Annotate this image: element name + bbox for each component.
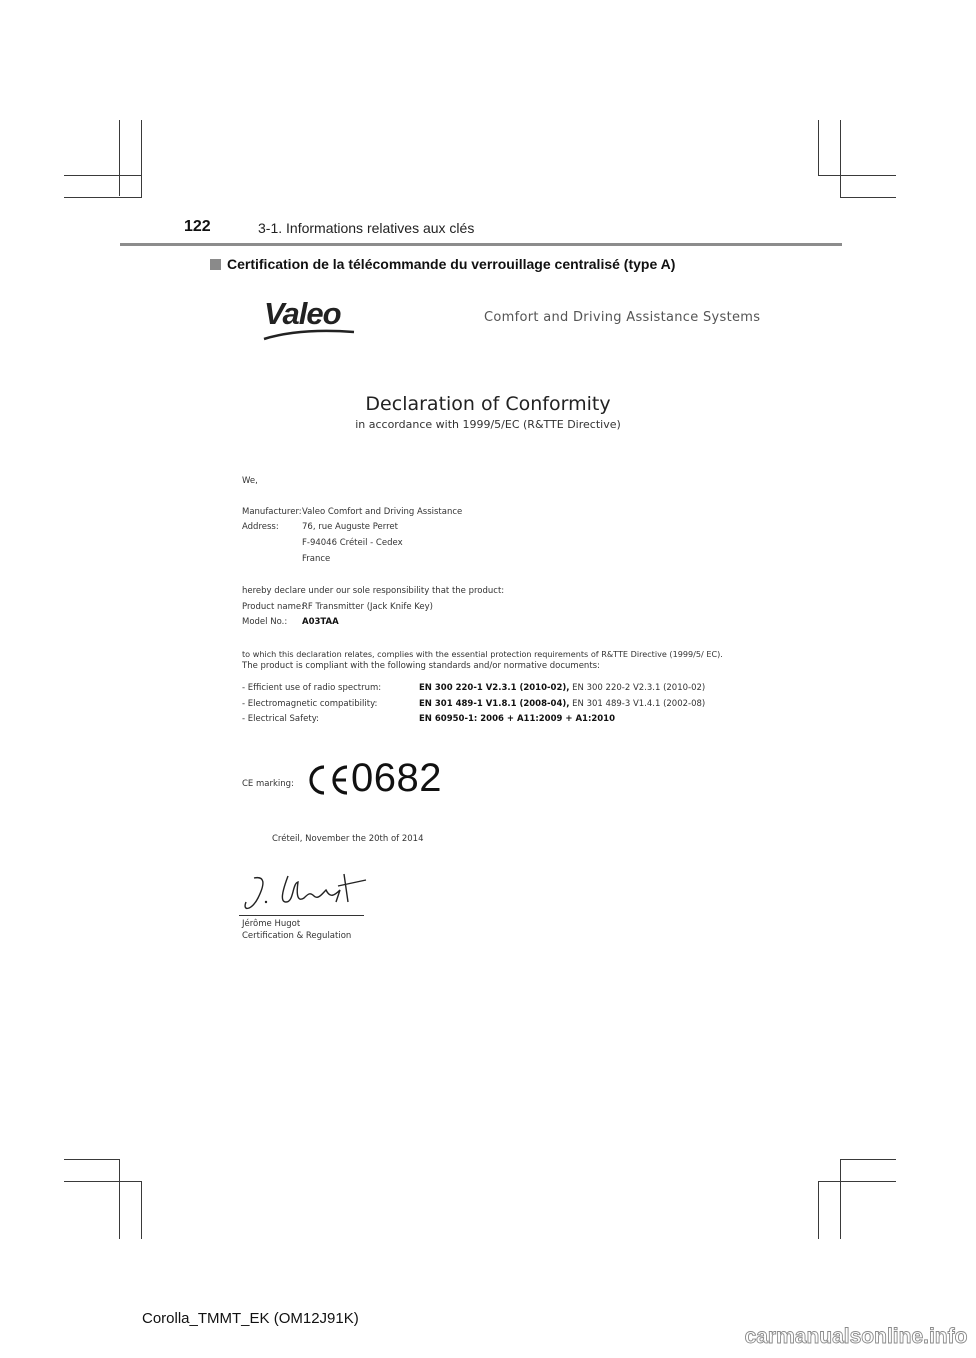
doc-title: Declaration of Conformity — [365, 393, 611, 415]
crop-mark — [64, 175, 142, 176]
crop-mark — [840, 197, 896, 198]
signature-line — [239, 915, 364, 916]
ce-label: CE marking: — [242, 779, 294, 789]
crop-mark — [818, 1181, 896, 1182]
product-label: Product name: — [242, 602, 304, 612]
crop-mark — [141, 120, 142, 198]
manufacturer-label: Manufacturer: — [242, 507, 302, 517]
address-label: Address: — [242, 522, 279, 532]
address-line: France — [302, 554, 331, 564]
place-date: Créteil, November the 20th of 2014 — [272, 834, 424, 844]
doc-subtitle: in accordance with 1999/5/EC (R&TTE Directive) — [355, 418, 621, 431]
signer-title: Certification & Regulation — [242, 931, 352, 941]
ce-mark-icon — [303, 757, 351, 803]
valeo-logo — [260, 294, 370, 344]
we-text: We, — [242, 476, 258, 486]
section-title: 3-1. Informations relatives aux clés — [258, 220, 475, 236]
crop-mark — [840, 120, 841, 198]
standard-label: - Efficient use of radio spectrum: — [242, 683, 382, 693]
square-bullet-icon — [210, 259, 221, 270]
crop-mark — [818, 1181, 819, 1239]
crop-mark — [141, 1181, 142, 1239]
model-value: A03TAA — [302, 617, 339, 627]
model-label: Model No.: — [242, 617, 288, 627]
cert-heading — [210, 256, 675, 272]
crop-mark — [64, 1181, 141, 1182]
product-value: RF Transmitter (Jack Knife Key) — [302, 602, 433, 612]
standard-value: EN 301 489-1 V1.8.1 (2008-04), EN 301 489-3 V1.4.1 (2002-08) — [419, 699, 706, 709]
crop-mark — [840, 1159, 896, 1160]
header-rule — [120, 243, 842, 246]
manufacturer-value: Valeo Comfort and Driving Assistance — [302, 507, 463, 517]
cert-heading-text: Certification de la télécommande du verrouillage centralisé (type A) — [227, 256, 676, 272]
company-tagline: Comfort and Driving Assistance Systems — [484, 310, 761, 325]
standard-label: - Electromagnetic compatibility: — [242, 699, 378, 709]
page-number: 122 — [184, 218, 211, 235]
standard-value: EN 300 220-1 V2.3.1 (2010-02), EN 300 220-2 V2.3.1 (2010-02) — [419, 683, 706, 693]
crop-mark — [119, 1159, 120, 1239]
standard-label: - Electrical Safety: — [242, 714, 319, 724]
ce-number: 0682 — [351, 756, 442, 800]
standard-value: EN 60950-1: 2006 + A11:2009 + A1:2010 — [419, 714, 616, 724]
relates-text: to which this declaration relates, complies with the essential protection requirements of R&TTE Directive (1999/5/ EC). — [242, 649, 723, 659]
manual-code: Corolla_TMMT_EK (OM12J91K) — [142, 1310, 359, 1327]
signature-icon — [236, 872, 374, 920]
address-line: F-94046 Créteil - Cedex — [302, 538, 403, 548]
watermark-logo — [744, 1316, 968, 1352]
address-line: 76, rue Auguste Perret — [302, 522, 398, 532]
hereby-text: hereby declare under our sole responsibility that the product: — [242, 586, 505, 596]
crop-mark — [119, 120, 120, 196]
relates-text: The product is compliant with the following standards and/or normative documents: — [242, 661, 600, 671]
crop-mark — [818, 120, 819, 176]
svg-text:carmanualsonline.info: carmanualsonline.info — [744, 1325, 968, 1348]
svg-text:Valeo: Valeo — [264, 296, 341, 331]
signer-name: Jérôme Hugot — [242, 919, 301, 929]
crop-mark — [64, 197, 141, 198]
crop-mark — [840, 1159, 841, 1239]
crop-mark — [64, 1159, 119, 1160]
crop-mark — [818, 175, 896, 176]
